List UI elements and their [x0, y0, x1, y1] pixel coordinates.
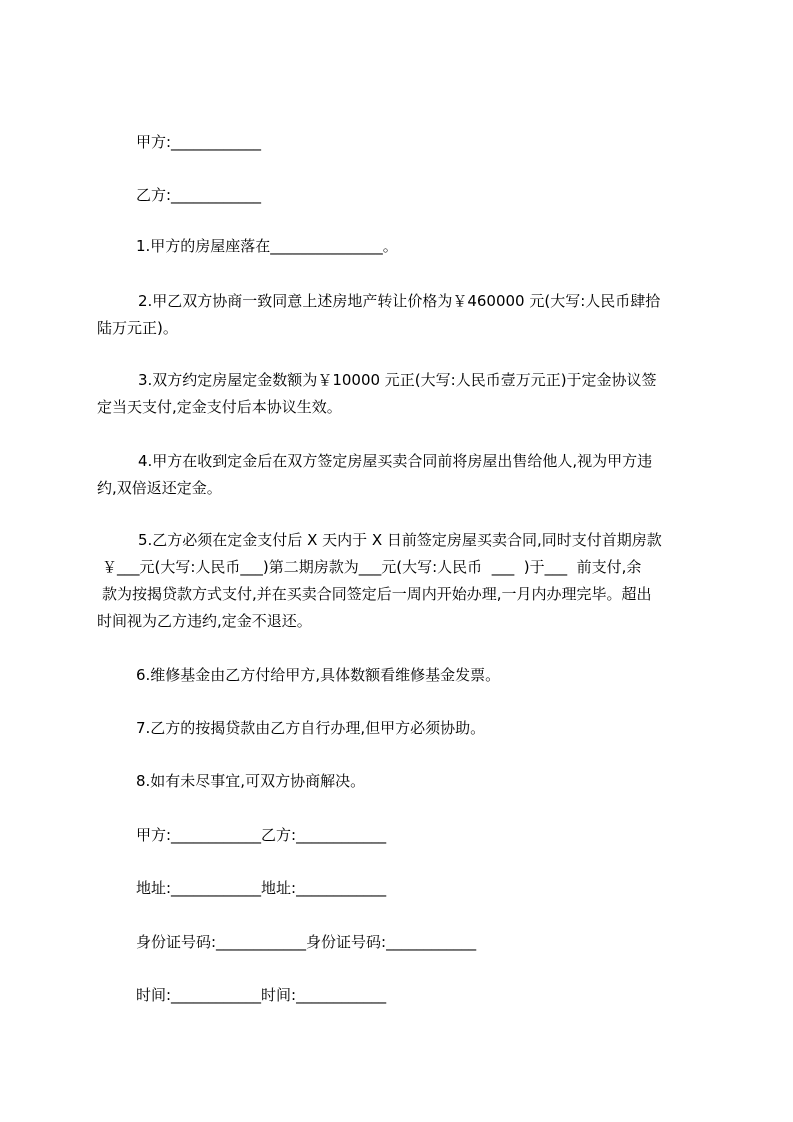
signature-date-row: 时间:____________时间:____________	[136, 986, 387, 1004]
clause-1: 1.甲方的房屋座落在_______________。	[136, 237, 398, 255]
clause-3-line-2: 定当天支付,定金支付后本协议生效。	[97, 398, 342, 416]
clause-5-line-4: 时间视为乙方违约,定金不退还。	[97, 612, 312, 630]
clause-2-line-1: 2.甲乙双方协商一致同意上述房地产转让价格为￥460000 元(大写:人民币肆拾	[138, 292, 661, 310]
clause-5-line-3: 款为按揭贷款方式支付,并在买卖合同签定后一周内开始办理,一月内办理完毕。超出	[102, 585, 652, 603]
clause-5-line-2: ￥___元(大写:人民币___)第二期房款为___元(大写:人民币 ___ )于___ 前支付,余	[102, 558, 642, 576]
clause-2-line-2: 陆万元正)。	[97, 319, 178, 337]
clause-4-line-1: 4.甲方在收到定金后在双方签定房屋买卖合同前将房屋出售给他人,视为甲方违	[138, 452, 653, 470]
clause-8: 8.如有未尽事宜,可双方协商解决。	[136, 772, 366, 790]
clause-5-line-1: 5.乙方必须在定金支付后 X 天内于 X 日前签定房屋买卖合同,同时支付首期房款	[138, 531, 662, 549]
signature-party-row: 甲方:____________乙方:____________	[136, 826, 387, 844]
clause-7: 7.乙方的按揭贷款由乙方自行办理,但甲方必须协助。	[136, 719, 486, 737]
signature-address-row: 地址:____________地址:____________	[136, 879, 387, 897]
clause-6: 6.维修基金由乙方付给甲方,具体数额看维修基金发票。	[136, 666, 501, 684]
clause-3-line-1: 3.双方约定房屋定金数额为￥10000 元正(大写:人民币壹万元正)于定金协议签	[138, 371, 657, 389]
party-a-line: 甲方:____________	[136, 133, 262, 151]
clause-4-line-2: 约,双倍返还定金。	[97, 479, 222, 497]
party-b-line: 乙方:____________	[136, 186, 262, 204]
signature-id-row: 身份证号码:____________身份证号码:____________	[136, 933, 477, 951]
